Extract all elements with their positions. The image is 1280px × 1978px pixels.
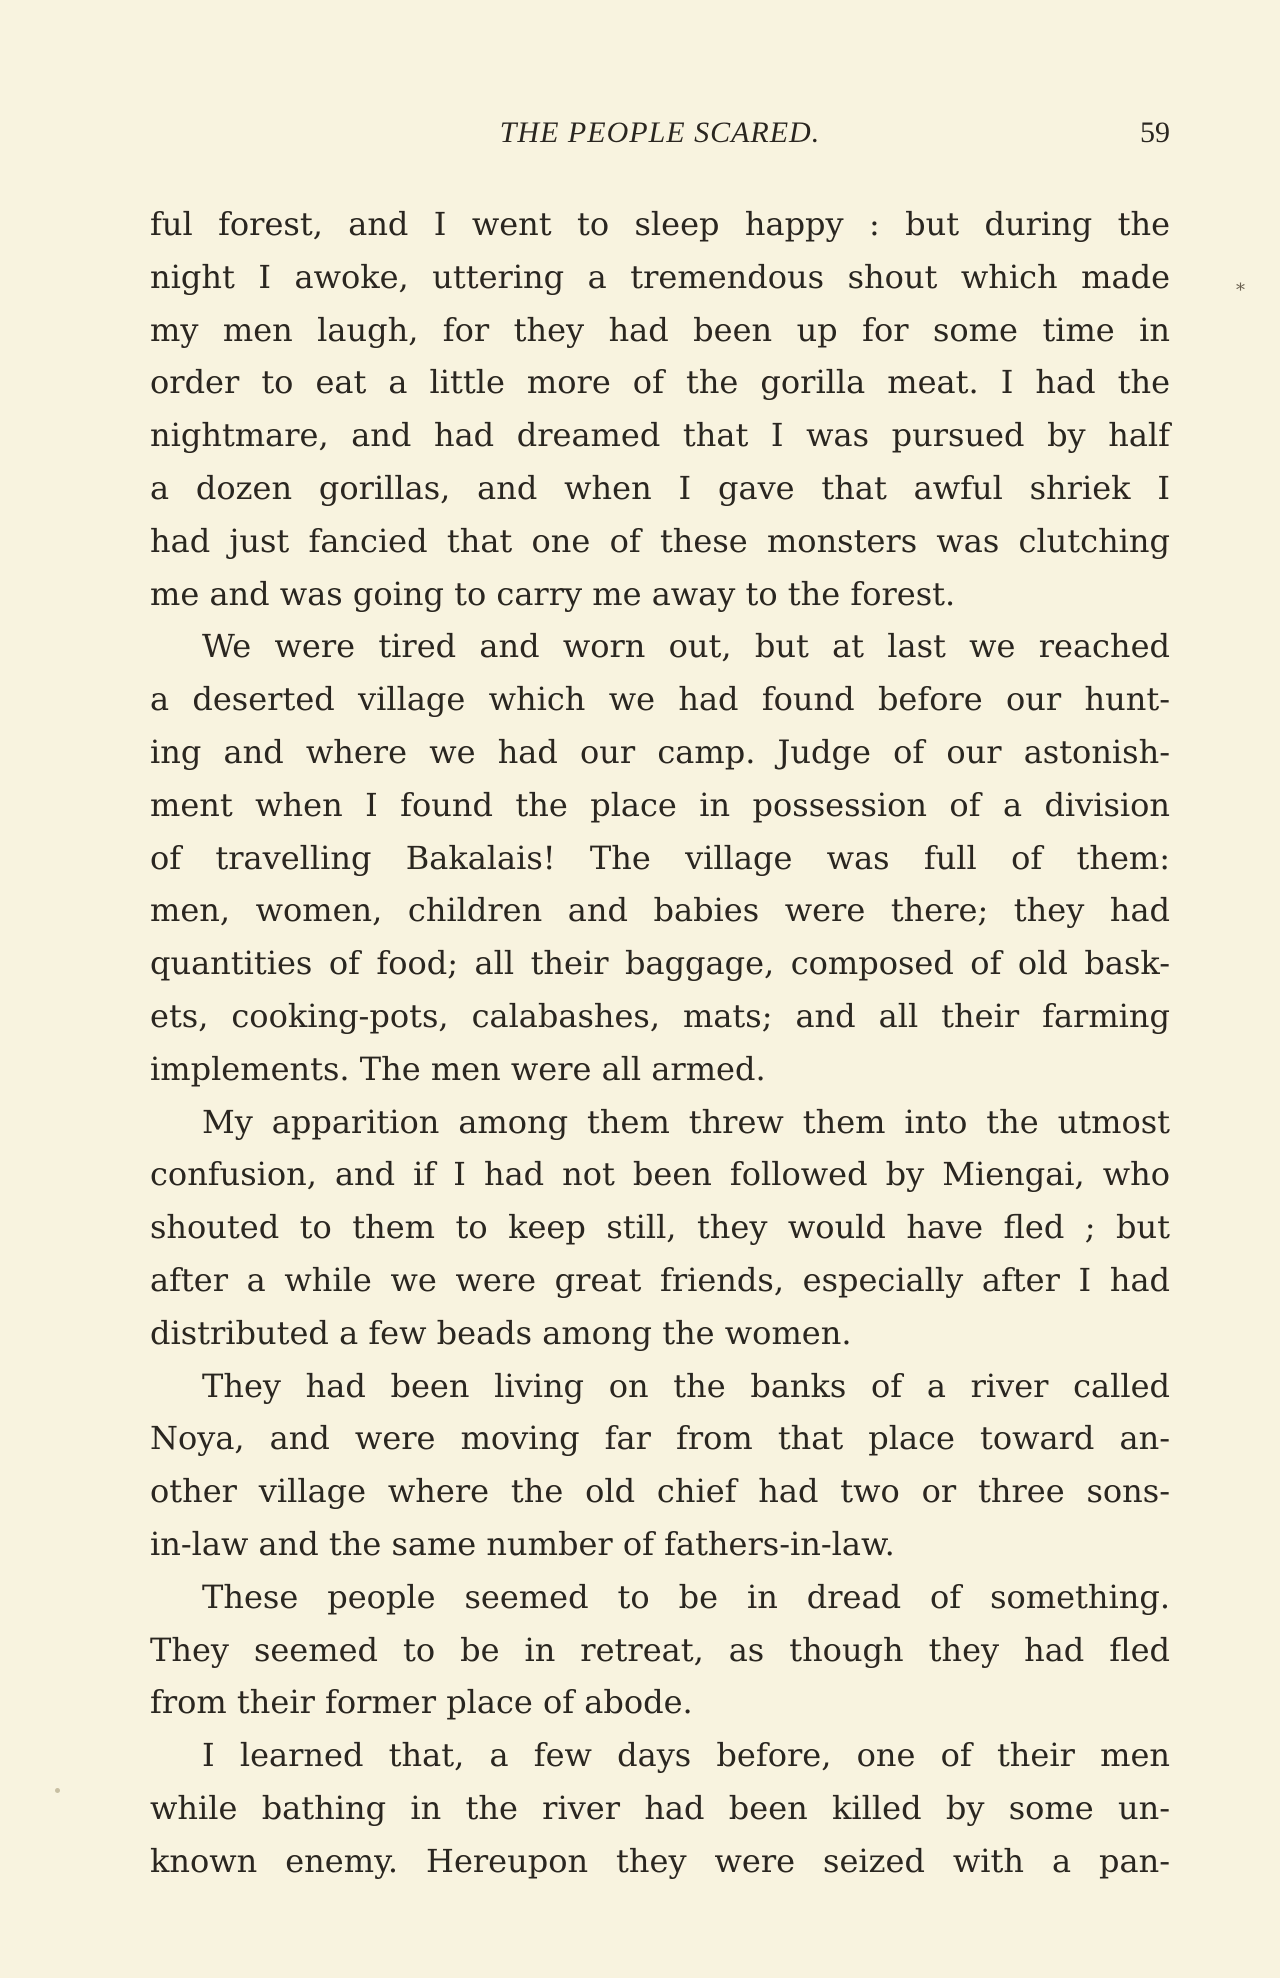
text-line: ful forest, and I went to sleep happy : but during the <box>150 205 1170 243</box>
text-line: of travelling Bakalais! The village was full of them: <box>150 838 1170 877</box>
text-line: night I awoke, uttering a tremendous shout which made <box>150 257 1170 296</box>
text-line: I learned that, a few days before, one of their men <box>202 1736 1170 1775</box>
text-line: a deserted village which we had found before our hunt- <box>150 680 1170 719</box>
text-line: We were tired and worn out, but at last we reached <box>202 627 1170 666</box>
page-number: 59 <box>1140 116 1170 149</box>
text-line: shouted to them to keep still, they would have fled ; but <box>150 1208 1170 1247</box>
running-head <box>150 116 1170 156</box>
text-line: after a while we were great friends, especially after I had <box>150 1260 1170 1299</box>
text-line: Noya, and were moving far from that place toward an- <box>150 1419 1170 1458</box>
ink-speck <box>55 1788 60 1793</box>
text-line: my men laugh, for they had been up for some time in <box>150 310 1170 349</box>
text-line: men, women, children and babies were there; they had <box>150 891 1170 930</box>
text-line: in-law and the same number of fathers-in-law. <box>150 1524 895 1563</box>
text-line: ing and where we had our camp. Judge of our astonish- <box>150 732 1170 771</box>
text-line: My apparition among them threw them into the utmost <box>202 1102 1170 1141</box>
text-line: These people seemed to be in dread of something. <box>202 1577 1170 1616</box>
text-line: while bathing in the river had been killed by some un- <box>150 1788 1170 1827</box>
text-line: nightmare, and had dreamed that I was pursued by half <box>150 416 1170 455</box>
text-line: implements. The men were all armed. <box>150 1049 766 1088</box>
body-text <box>150 198 1170 1888</box>
text-line: They seemed to be in retreat, as though they had fled <box>150 1630 1170 1669</box>
text-line: order to eat a little more of the gorilla meat. I had the <box>150 363 1170 402</box>
text-line: a dozen gorillas, and when I gave that awful shriek I <box>150 468 1170 507</box>
text-line: other village where the old chief had two or three sons- <box>150 1472 1170 1511</box>
text-line: ment when I found the place in possession of a division <box>150 785 1170 824</box>
text-line: me and was going to carry me away to the forest. <box>150 574 956 613</box>
text-line: quantities of food; all their baggage, composed of old bask- <box>150 944 1170 983</box>
running-title: THE PEOPLE SCARED. <box>499 116 821 149</box>
text-line: had just fancied that one of these monsters was clutching <box>150 521 1170 560</box>
text-line: known enemy. Hereupon they were seized with a pan- <box>150 1841 1170 1880</box>
text-line: distributed a few beads among the women. <box>150 1313 852 1352</box>
text-line: confusion, and if I had not been followed by Miengai, who <box>150 1155 1170 1194</box>
text-line: from their former place of abode. <box>150 1683 693 1722</box>
text-line: They had been living on the banks of a river called <box>202 1366 1170 1405</box>
text-line: ets, cooking-pots, calabashes, mats; and all their farming <box>150 996 1170 1035</box>
margin-mark: * <box>1236 280 1245 301</box>
